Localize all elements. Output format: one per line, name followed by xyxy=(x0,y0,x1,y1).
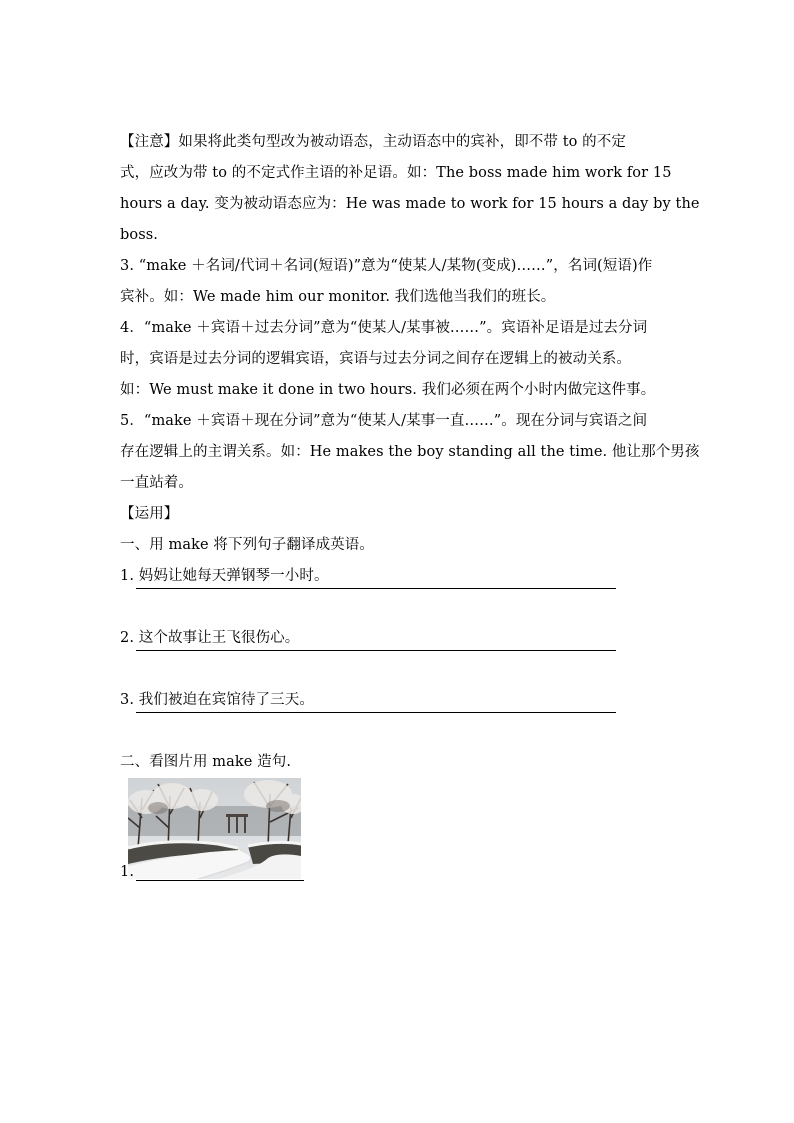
note-line-3: hours a day. 变为被动语态应为：He was made to work for 15 hours a day by the xyxy=(120,196,700,212)
rule3-line-1: 3. “make ＋名词/代词＋名词(短语)”意为“使某人/某物(变成)……”，名词(短语)作 xyxy=(120,258,653,274)
section2-title: 二、看图片用 make 造句. xyxy=(120,754,292,770)
rule4-line-2: 时，宾语是过去分词的逻辑宾语，宾语与过去分词之间存在逻辑上的被动关系。 xyxy=(120,351,631,367)
picture-answer-line[interactable] xyxy=(136,880,304,881)
rule5-line-3: 一直站着。 xyxy=(120,475,193,491)
answer-line-1[interactable] xyxy=(136,588,616,589)
answer-line-3[interactable] xyxy=(136,712,616,713)
translation-item-2: 2. 这个故事让王飞很伤心。 xyxy=(120,630,300,646)
section1-title: 一、用 make 将下列句子翻译成英语。 xyxy=(120,537,374,553)
note-line-2: 式，应改为带 to 的不定式作主语的补足语。如：The boss made him work for 15 xyxy=(120,165,672,181)
translation-item-3: 3. 我们被迫在宾馆待了三天。 xyxy=(120,692,314,708)
rule4-line-1: 4．“make ＋宾语＋过去分词”意为“使某人/某事被……”。宾语补足语是过去分词 xyxy=(120,320,648,336)
translation-item-1: 1. 妈妈让她每天弹钢琴一小时。 xyxy=(120,568,329,584)
practice-heading: 【运用】 xyxy=(120,506,179,522)
rule5-line-2: 存在逻辑上的主谓关系。如：He makes the boy standing all the time. 他让那个男孩 xyxy=(120,444,700,460)
note-line-4: boss. xyxy=(120,227,159,243)
rule4-line-3: 如：We must make it done in two hours. 我们必须在两个小时内做完这件事。 xyxy=(120,382,656,398)
picture-item-number: 1. xyxy=(120,864,135,880)
rule3-line-2: 宾补。如：We made him our monitor. 我们选他当我们的班长。 xyxy=(120,289,556,305)
answer-line-2[interactable] xyxy=(136,650,616,651)
note-line-1: 【注意】如果将此类句型改为被动语态，主动语态中的宾补，即不带 to 的不定 xyxy=(120,134,626,150)
rule5-line-1: 5．“make ＋宾语＋现在分词”意为“使某人/某事一直……”。现在分词与宾语之间 xyxy=(120,413,648,429)
